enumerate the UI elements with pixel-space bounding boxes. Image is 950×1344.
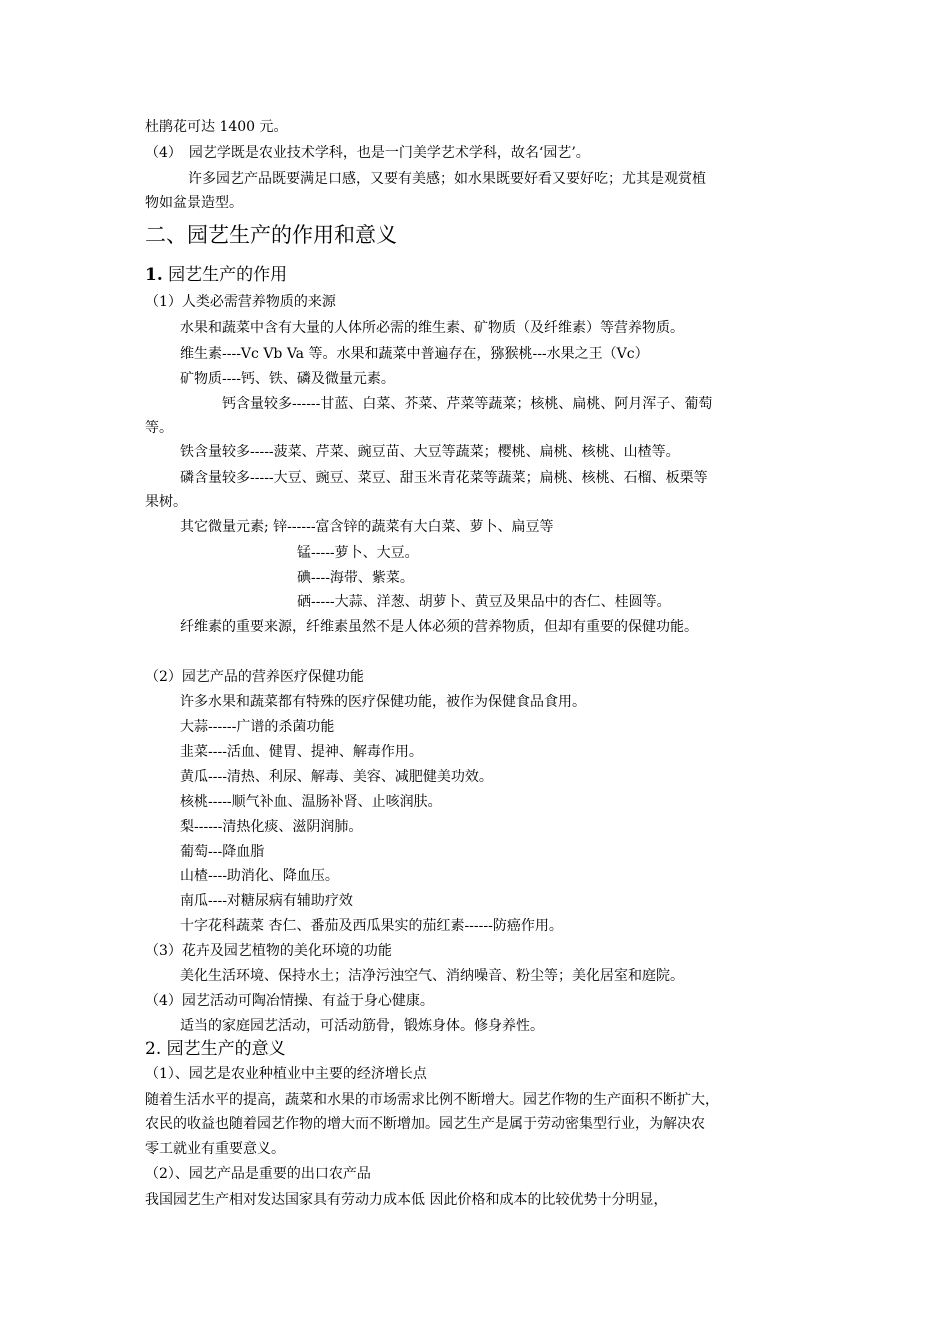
paragraph-line: 钙含量较多------甘蓝、白菜、芥菜、芹菜等蔬菜；核桃、扁桃、阿月浑子、葡萄 [222, 396, 713, 412]
subsection-heading-1 [145, 264, 287, 286]
paragraph-line: 大蒜------广谱的杀菌功能 [180, 719, 335, 735]
paragraph-line: 硒-----大蒜、洋葱、胡萝卜、黄豆及果品中的杏仁、桂圆等。 [297, 594, 671, 610]
paragraph-line: 矿物质----钙、铁、磷及微量元素。 [180, 371, 395, 387]
paragraph-line: 韭菜----活血、健胃、提神、解毒作用。 [180, 744, 423, 760]
paragraph-line: 黄瓜----清热、利尿、解毒、美容、减肥健美功效。 [180, 769, 493, 785]
paragraph-line: 纤维素的重要来源，纤维素虽然不是人体必须的营养物质，但却有重要的保健功能。 [180, 619, 698, 635]
paragraph-line: 果树。 [145, 494, 187, 510]
paragraph-line: 物如盆景造型。 [145, 195, 243, 211]
text-line: 杜鹃花可达 1400 元。 [145, 119, 288, 135]
paragraph-line: 许多水果和蔬菜都有特殊的医疗保健功能，被作为保健食品食用。 [180, 694, 586, 710]
paragraph-line: 随着生活水平的提高，蔬菜和水果的市场需求比例不断增大。园艺作物的生产面积不断扩大， [145, 1092, 719, 1108]
paragraph-line: 梨------清热化痰、滋阴润肺。 [180, 819, 363, 835]
item-heading: （4）园艺活动可陶冶情操、有益于身心健康。 [145, 993, 434, 1009]
paragraph-line: 十字花科蔬菜 杏仁、番茄及西瓜果实的茄红素------防癌作用。 [180, 918, 563, 934]
paragraph-line: 零工就业有重要意义。 [145, 1141, 285, 1157]
paragraph-line: 等。 [145, 420, 173, 436]
subsection-heading-2: 2. 园艺生产的意义 [145, 1039, 286, 1059]
item-heading: （3）花卉及园艺植物的美化环境的功能 [145, 943, 392, 959]
item-heading: （2）园艺产品的营养医疗保健功能 [145, 669, 364, 685]
item-heading: （2）、园艺产品是重要的出口农产品 [145, 1166, 371, 1182]
item-heading: （1）人类必需营养物质的来源 [145, 294, 336, 310]
paragraph-line: 许多园艺产品既要满足口感，又要有美感；如水果既要好看又要好吃；尤其是观赏植 [188, 171, 706, 187]
subsection-title: 园艺生产的作用 [162, 265, 288, 285]
list-item-4: （4） 园艺学既是农业技术学科，也是一门美学艺术学科，故名‘园艺’。 [145, 145, 590, 161]
paragraph-line: 维生素----Vc Vb Va 等。水果和蔬菜中普遍存在，猕猴桃---水果之王（Vc） [180, 346, 649, 362]
paragraph-line: 其它微量元素; 锌------富含锌的蔬菜有大白菜、萝卜、扁豆等 [180, 519, 554, 535]
subsection-number: 1. [145, 265, 163, 285]
section-heading-2: 二、园艺生产的作用和意义 [145, 223, 397, 247]
paragraph-line: 核桃-----顺气补血、温肠补肾、止咳润肤。 [180, 794, 442, 810]
paragraph-line: 美化生活环境、保持水土；洁净污浊空气、消纳噪音、粉尘等；美化居室和庭院。 [180, 968, 684, 984]
paragraph-line: 水果和蔬菜中含有大量的人体所必需的维生素、矿物质（及纤维素）等营养物质。 [180, 320, 684, 336]
paragraph-line: 碘----海带、紫菜。 [297, 570, 414, 586]
paragraph-line: 葡萄---降血脂 [180, 844, 265, 860]
paragraph-line: 适当的家庭园艺活动，可活动筋骨，锻炼身体。修身养性。 [180, 1018, 544, 1034]
paragraph-line: 铁含量较多-----菠菜、芹菜、豌豆苗、大豆等蔬菜；樱桃、扁桃、核桃、山楂等。 [180, 444, 680, 460]
paragraph-line: 南瓜----对糖尿病有辅助疗效 [180, 893, 353, 909]
item-heading: （1）、园艺是农业种植业中主要的经济增长点 [145, 1066, 427, 1082]
paragraph-line: 农民的收益也随着园艺作物的增大而不断增加。园艺生产是属于劳动密集型行业，为解决农 [145, 1116, 705, 1132]
paragraph-line: 锰-----萝卜、大豆。 [297, 545, 419, 561]
paragraph-line: 我国园艺生产相对发达国家具有劳动力成本低 因此价格和成本的比较优势十分明显， [145, 1192, 668, 1208]
paragraph-line: 磷含量较多-----大豆、豌豆、菜豆、甜玉米青花菜等蔬菜；扁桃、核桃、石榴、板栗等 [180, 470, 708, 486]
paragraph-line: 山楂----助消化、降血压。 [180, 868, 339, 884]
